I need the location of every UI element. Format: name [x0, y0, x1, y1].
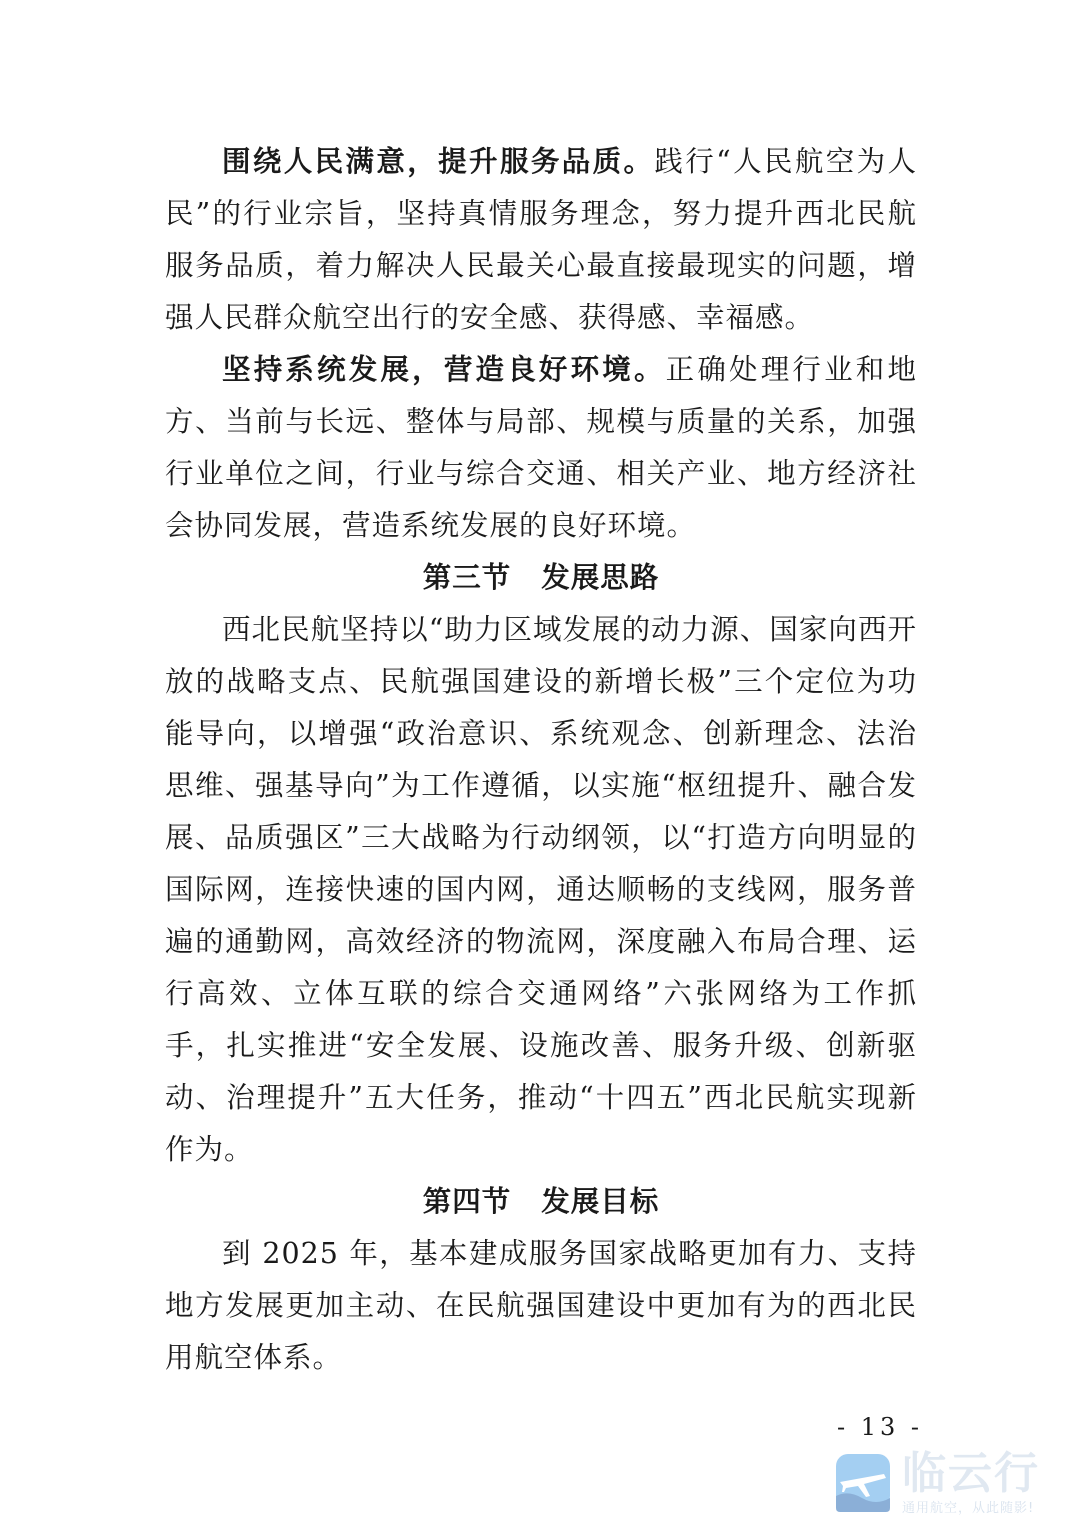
section-heading-4	[165, 1176, 917, 1228]
section-title: 发展思路	[541, 561, 660, 594]
paragraph-lead: 围绕人民满意，提升服务品质。	[222, 145, 655, 178]
watermark-slogan: 通用航空，从此随影!	[902, 1501, 1035, 1516]
section-number: 第三节	[422, 561, 512, 594]
paragraph-system-development	[165, 344, 917, 552]
paragraph-text: 正确处理行业和地方、当前与长远、整体与局部、规模与质量的关系，加强行业单位之间，行业与综合交通、相关产业、地方经济社会协同发展，营造系统发展的良好环境。	[165, 353, 917, 542]
paragraph-lead: 坚持系统发展，营造良好环境。	[222, 353, 666, 386]
paragraph-text: 践行“人民航空为人民”的行业宗旨，坚持真情服务理念，努力提升西北民航服务品质，着力解决人民最关心最直接最现实的问题，增强人民群众航空出行的安全感、获得感、幸福感。	[165, 145, 917, 334]
document-body	[165, 136, 917, 1384]
page-number: - 13 -	[836, 1413, 923, 1441]
paragraph-development-goal: 到 2025 年，基本建成服务国家战略更加有力、支持地方发展更加主动、在民航强国建设中更加有为的西北民用航空体系。	[165, 1237, 917, 1374]
section-title: 发展目标	[541, 1185, 660, 1218]
paragraph-service-quality	[165, 136, 917, 344]
section-number: 第四节	[422, 1185, 512, 1218]
watermark-name: 临云行	[902, 1448, 1040, 1499]
section-heading-3	[165, 552, 917, 604]
watermark	[832, 1448, 1052, 1522]
airplane-logo-icon	[834, 1452, 892, 1514]
paragraph-development-approach: 西北民航坚持以“助力区域发展的动力源、国家向西开放的战略支点、民航强国建设的新增长极”三个定位为功能导向，以增强“政治意识、系统观念、创新理念、法治思维、强基导向”为工作遵循，以实施“枢纽提升、融合发展、品质强区”三大战略为行动纲领，以“打造方向明显的国际网，连接快速的国内网，通达顺畅的支线网，服务普遍的通勤网，高效经济的物流网，深度融入布局合理、运行高效、立体互联的综合交通网络”六张网络为工作抓手，扎实推进“安全发展、设施改善、服务升级、创新驱动、治理提升”五大任务，推动“十四五”西北民航实现新作为。	[165, 613, 917, 1166]
